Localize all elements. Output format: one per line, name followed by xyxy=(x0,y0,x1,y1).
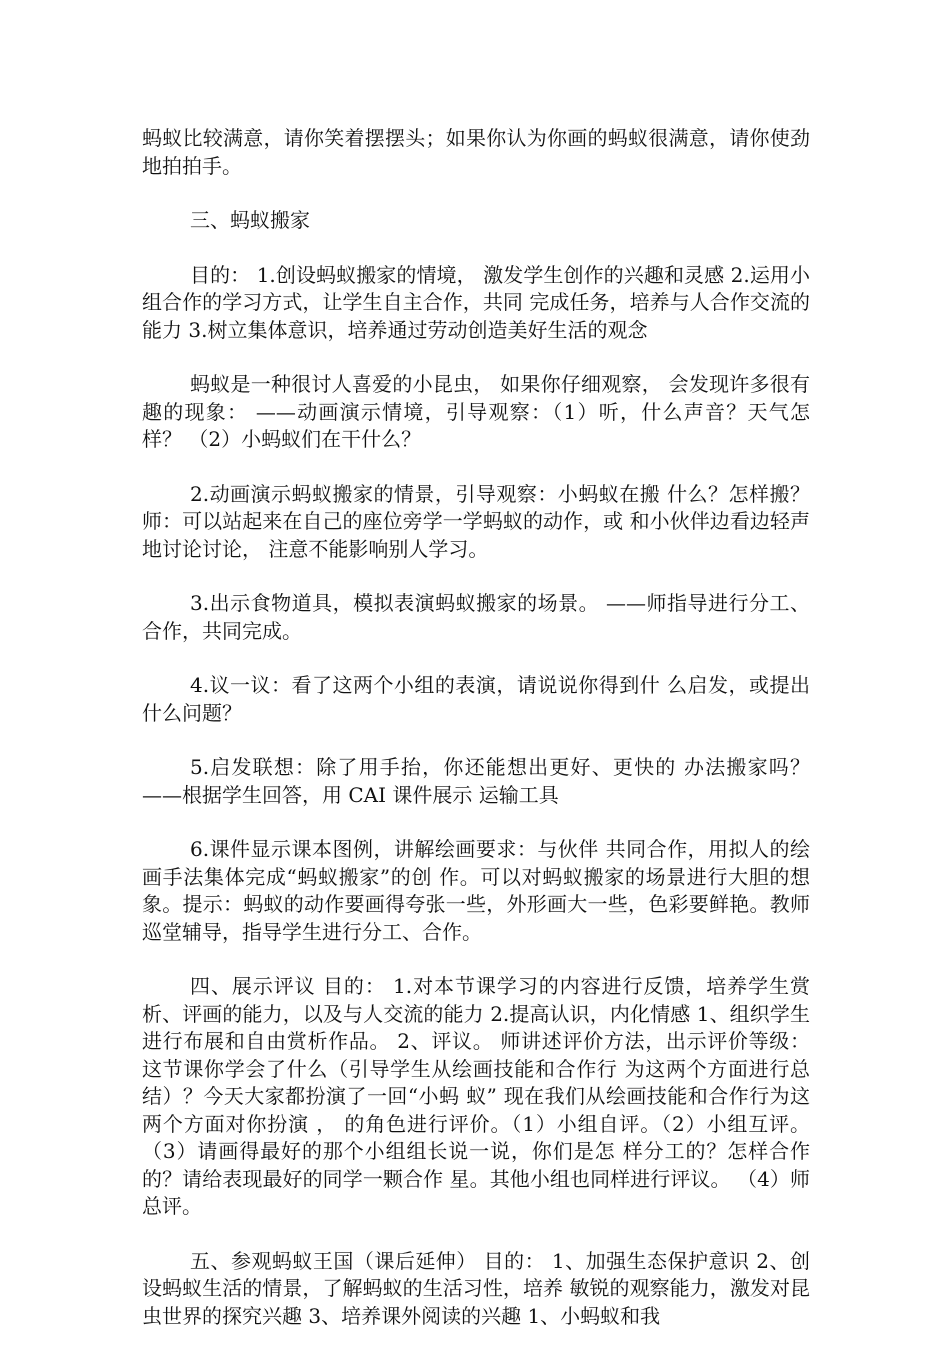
document-page xyxy=(142,125,810,1357)
section-heading-ant-moving: 三、蚂蚁搬家 xyxy=(190,208,310,232)
paragraph-step-1: 蚂蚁是一种很讨人喜爱的小昆虫， 如果你仔细观察， 会发现许多很有趣的现象： ——动画演示情境，引导观察：（1）听，什么声音？天气怎样？ （2）小蚂蚁们在干什么？ xyxy=(142,372,810,451)
paragraph-continuation: 蚂蚁比较满意，请你笑着摆摆头；如果你认为你画的蚂蚁很满意，请你使劲地拍拍手。 xyxy=(142,126,810,178)
paragraph-step-5: 5.启发联想：除了用手抬，你还能想出更好、更快的 办法搬家吗？ ——根据学生回答，用 CAI 课件展示 运输工具 xyxy=(142,755,810,807)
paragraph-section-4-evaluation: 四、展示评议 目的： 1.对本节课学习的内容进行反馈，培养学生赏析、评画的能力，以及与人交流的能力 2.提高认识，内化情感 1、组织学生进行布展和自由赏析作品。 2、评议。 师讲述评价方法，出示评价等级： 这节课你学会了什么（引导学生从绘画技能和合作行 为这两个方面进行总结）？今天大家都扮演了一回“小蚂 蚁” 现在我们从绘画技能和合作行为这两个方面对你扮演 ， 的角色进行评价。（1）小组自评。（2）小组互评。（3）请画得最好的那个小组组长说一说，你们是怎 样分工的？怎样合作的？请给表现最好的同学一颗合作 星。其他小组也同样进行评议。 （4）师总评。 xyxy=(142,974,810,1218)
paragraph-step-4: 4.议一议：看了这两个小组的表演，请说说你得到什 么启发，或提出什么问题？ xyxy=(142,673,810,725)
paragraph-step-3: 3.出示食物道具，模拟表演蚂蚁搬家的场景。 ——师指导进行分工、合作，共同完成。 xyxy=(142,591,810,643)
paragraph-step-2: 2.动画演示蚂蚁搬家的情景，引导观察：小蚂蚁在搬 什么？怎样搬？ 师：可以站起来在自己的座位旁学一学蚂蚁的动作，或 和小伙伴边看边轻声地讨论讨论， 注意不能影响别人学习。 xyxy=(142,481,810,561)
paragraph-objectives: 目的： 1.创设蚂蚁搬家的情境， 激发学生创作的兴趣和灵感 2.运用小组合作的学习方式，让学生自主合作，共同 完成任务，培养与人合作交流的能力 3.树立集体意识，培养通过劳动创造美好生活的观念 xyxy=(142,262,810,342)
paragraph-step-6: 6.课件显示课本图例，讲解绘画要求：与伙伴 共同合作，用拟人的绘画手法集体完成“蚂蚁搬家”的创 作。可以对蚂蚁搬家的场景进行大胆的想象。提示：蚂蚁的动作要画得夸张一些，外形画大一些，色彩要鲜艳。教师巡堂辅导，指导学生进行分工、合作。 xyxy=(142,837,810,944)
paragraph-section-5-extension: 五、参观蚂蚁王国（课后延伸） 目的： 1、加强生态保护意识 2、创设蚂蚁生活的情景，了解蚂蚁的生活习性，培养 敏锐的观察能力，激发对昆虫世界的探究兴趣 3、培养课外阅读的兴趣 1、小蚂蚁和我 xyxy=(142,1248,810,1328)
